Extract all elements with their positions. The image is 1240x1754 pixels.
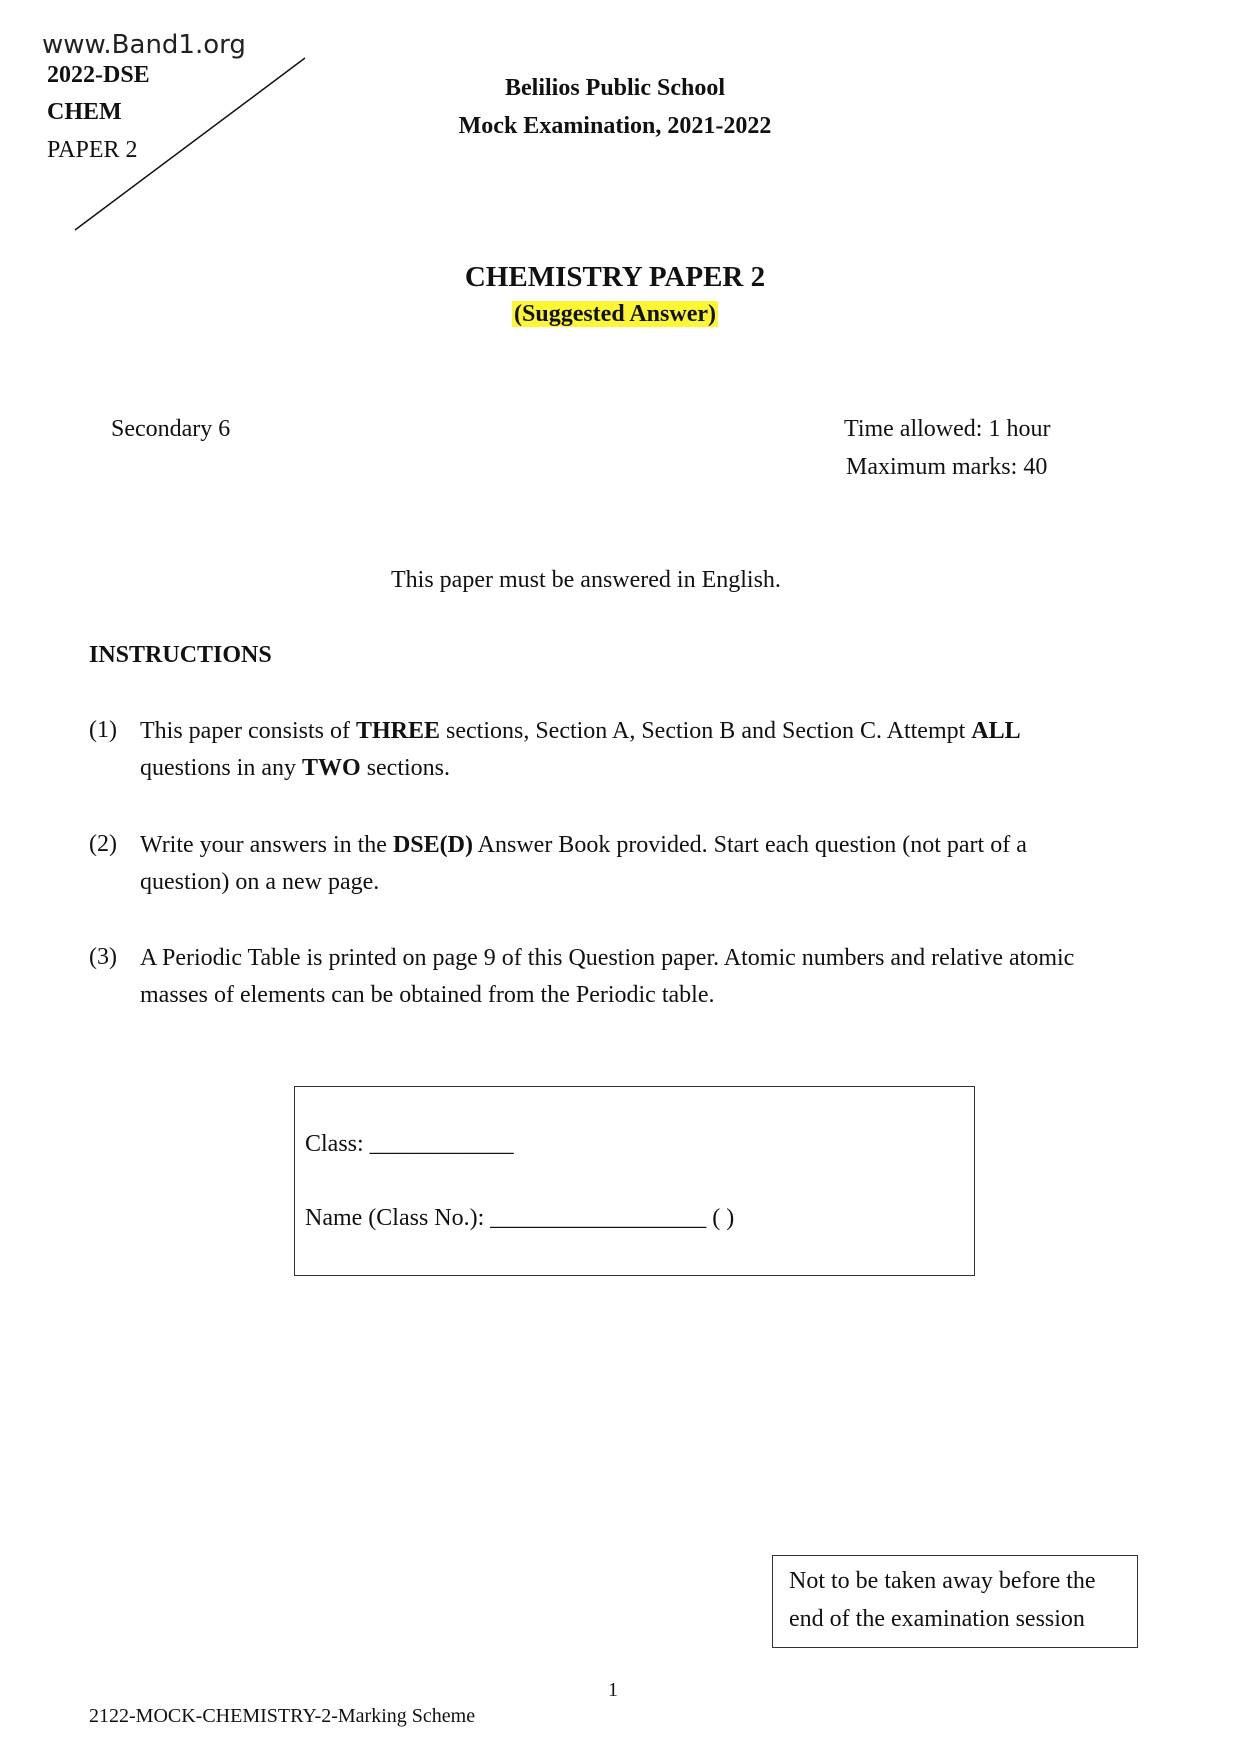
instruction-3: A Periodic Table is printed on page 9 of this Question paper. Atomic numbers and relative atomic masses of elements can be obtained from the Periodic table. (140, 945, 1075, 1008)
student-info-box (294, 1086, 975, 1276)
paper-number: PAPER 2 (47, 137, 138, 163)
page-number: 1 (608, 1679, 618, 1701)
school-name: Belilios Public School (504, 75, 726, 101)
subject-code: CHEM (47, 99, 122, 125)
notice-line-2: end of the examination session (789, 1606, 1085, 1632)
instruction-number: (2) (89, 831, 117, 857)
exam-name: Mock Examination, 2021-2022 (458, 113, 772, 139)
watermark: www.Band1.org (42, 30, 246, 60)
max-marks: Maximum marks: 40 (846, 454, 1048, 480)
instructions-heading: INSTRUCTIONS (89, 642, 272, 668)
instruction-number: (3) (89, 944, 117, 970)
footer-code: 2122-MOCK-CHEMISTRY-2-Marking Scheme (89, 1705, 476, 1727)
name-field[interactable]: Name (Class No.): __________________ ( ) (305, 1205, 735, 1231)
paper-title: CHEMISTRY PAPER 2 (464, 261, 766, 293)
time-allowed: Time allowed: 1 hour (844, 416, 1051, 442)
notice-line-1: Not to be taken away before the (789, 1568, 1096, 1594)
instruction-1: This paper consists of THREE sections, Section A, Section B and Section C. Attempt ALL questions in any TWO sections. (140, 718, 1021, 781)
exam-code: 2022-DSE (47, 62, 150, 88)
class-field[interactable]: Class: ____________ (305, 1131, 514, 1157)
level-label: Secondary 6 (111, 416, 231, 442)
subtitle-wrapper (0, 301, 1230, 328)
instruction-2: Write your answers in the DSE(D) Answer Book provided. Start each question (not part of a question) on a new page. (140, 832, 1027, 895)
instruction-number: (1) (89, 717, 117, 743)
language-note: This paper must be answered in English. (391, 567, 781, 593)
notice-box (772, 1555, 1138, 1648)
subtitle-highlight: (Suggested Answer) (514, 301, 716, 327)
